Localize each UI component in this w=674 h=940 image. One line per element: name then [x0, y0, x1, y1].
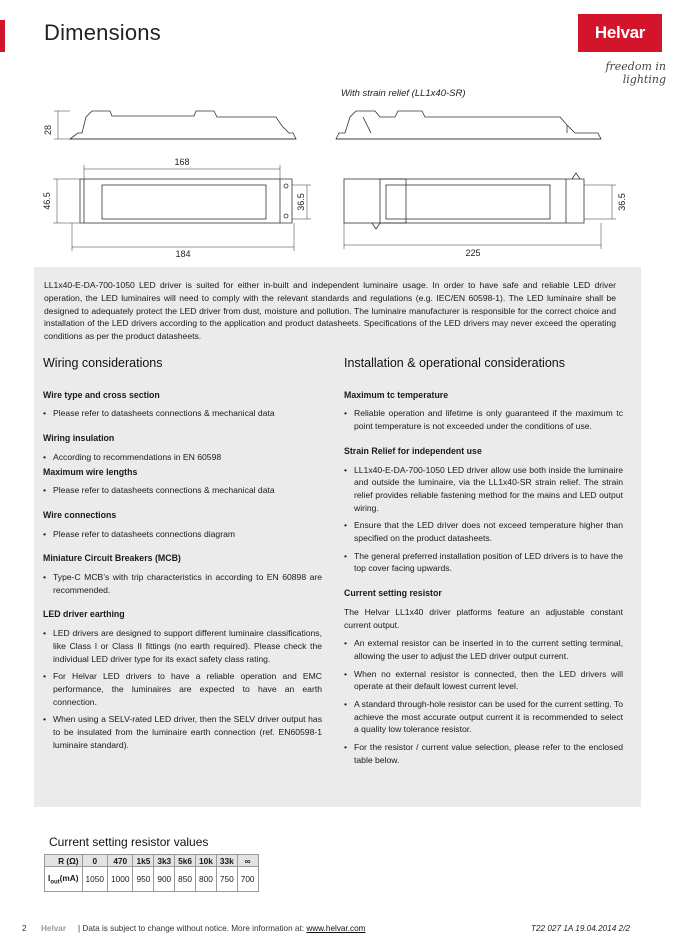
- dim-36-5-sr-label: 36.5: [617, 193, 627, 211]
- driver-top-view: [84, 179, 280, 223]
- table-cell: 1k5: [133, 855, 154, 867]
- table-cell: 33k: [216, 855, 237, 867]
- list-item: • Please refer to datasheets connections diagram: [43, 528, 322, 541]
- table-cell: 900: [154, 867, 175, 892]
- resistor-table: [44, 854, 259, 892]
- wire-type-list: [43, 407, 322, 420]
- footer-note: | Data is subject to change without notice. More information at: www.helvar.com: [78, 924, 366, 933]
- mcb-title: Miniature Circuit Breakers (MCB): [43, 553, 181, 564]
- wire-type-title: Wire type and cross section: [43, 389, 160, 400]
- list-item: • The general preferred installation position of LED drivers is to have the top cover facing upwards.: [344, 550, 623, 575]
- table-row: [45, 867, 259, 892]
- list-item: • Type-C MCB’s with trip characteristics in according to EN 60898 are recommended.: [43, 571, 322, 596]
- driver-top-view-strain-relief: [344, 179, 406, 223]
- table-cell: 5k6: [175, 855, 196, 867]
- accent-bar: [0, 20, 5, 52]
- dim-46-5-label: 46.5: [42, 192, 52, 210]
- max-length-list: [43, 484, 322, 497]
- table-cell: 850: [175, 867, 196, 892]
- list-item: • According to recommendations in EN 60598: [43, 451, 322, 464]
- list-item: • When no external resistor is connected, then the LED drivers will operate at their default lowest current level.: [344, 668, 623, 693]
- earthing-title: LED driver earthing: [43, 609, 125, 620]
- list-item: • When using a SELV-rated LED driver, then the SELV driver output has to be insulated from the luminaire earth connection (ref. EN60598-1 luminaire standard).: [43, 713, 322, 751]
- earthing-list: [43, 627, 322, 751]
- list-item: • Ensure that the LED driver does not exceed temperature higher than specified on the product datasheets.: [344, 519, 623, 544]
- wiring-column: [43, 357, 322, 763]
- dimension-drawings: [0, 95, 674, 265]
- table-cell: 950: [133, 867, 154, 892]
- list-item: • Please refer to datasheets connections & mechanical data: [43, 484, 322, 497]
- list-item: • Reliable operation and lifetime is only guaranteed if the maximum tc point temperature is not exceeded under the conditions of use.: [344, 407, 623, 432]
- strain-relief-caption: With strain relief (LL1x40-SR): [341, 88, 466, 99]
- list-item: • A standard through-hole resistor can be used for the current setting. To achieve the most accurate output current it is recommended to select a quality low tolerance resistor.: [344, 698, 623, 736]
- website-link[interactable]: www.helvar.com: [306, 924, 366, 933]
- list-item: • For the resistor / current value selection, please refer to the enclosed table below.: [344, 741, 623, 766]
- driver-side-view: [70, 111, 296, 139]
- table-cell: 0: [82, 855, 107, 867]
- insulation-list: [43, 451, 322, 464]
- dim-168-label: 168: [174, 157, 190, 167]
- logo-tagline: freedom in lighting: [605, 60, 666, 86]
- table-row: [45, 855, 259, 867]
- intro-paragraph: LL1x40-E-DA-700-1050 LED driver is suited for either in-built and independent luminaire usage. In order to have safe and reliable LED driver operation, the LED luminaires will need to comply with the relevant standards and regulations (e.g. IEC/EN 60598-1). The LED luminaire shall be designed to adequately protect the LED driver from dust, moisture and pollution. The luminaire manufacturer is responsible for the correct choice and installation of the LED drivers according to the application and product datasheets. Specifications of the LED drivers may never exceed the operating conditions as per the product datasheets.: [44, 280, 616, 342]
- driver-side-view-strain-relief: [336, 111, 601, 139]
- list-item: • LED drivers are designed to support different luminaire classifications, like Class I or Class II fittings (no earth required). Please check the individual LED driver type for its exact safety class rating.: [43, 627, 322, 665]
- insulation-title: Wiring insulation: [43, 433, 115, 444]
- mcb-list: [43, 571, 322, 596]
- row-label-current: $I_{out}(mA)$: [45, 867, 83, 892]
- tc-list: [344, 407, 623, 432]
- list-item: • An external resistor can be inserted in to the current setting terminal, allowing the user to adjust the LED driver output current.: [344, 637, 623, 662]
- dim-height-label: 28: [43, 124, 53, 136]
- resistor-list: [344, 637, 623, 766]
- dim-225-label: 225: [465, 248, 481, 258]
- list-item: • LL1x40-E-DA-700-1050 LED driver allow use both inside the luminaire and outside the luminaire, via the LL1x40-SR strain relief. The strain relief provides reliable fastening method for the mains and LED output wiring.: [344, 464, 623, 515]
- document-reference: T22 027 1A 19.04.2014 2/2: [531, 924, 630, 933]
- table-cell: 1050: [82, 867, 107, 892]
- dim-184-label: 184: [175, 249, 191, 259]
- resistor-title: Current setting resistor: [344, 588, 442, 599]
- helvar-logo: Helvar: [578, 14, 662, 52]
- table-cell: ∞: [237, 855, 258, 867]
- table-cell: 10k: [196, 855, 217, 867]
- connections-title: Wire connections: [43, 509, 117, 520]
- max-length-title: Maximum wire lengths: [43, 466, 138, 477]
- page-title: Dimensions: [44, 20, 161, 45]
- table-cell: 1000: [108, 867, 133, 892]
- wiring-heading: Wiring considerations: [43, 356, 163, 370]
- table-cell: 800: [196, 867, 217, 892]
- resistor-table-title: Current setting resistor values: [49, 835, 209, 849]
- list-item: • Please refer to datasheets connections & mechanical data: [43, 407, 322, 420]
- tc-title: Maximum tc temperature: [344, 389, 449, 400]
- table-cell: 470: [108, 855, 133, 867]
- installation-column: [344, 357, 623, 779]
- page-number: 2: [22, 924, 27, 933]
- installation-heading: Installation & operational considerations: [344, 356, 565, 370]
- table-cell: 700: [237, 867, 258, 892]
- dim-36-5-label: 36.5: [296, 193, 306, 211]
- row-label-resistance: R (Ω): [45, 855, 83, 867]
- resistor-text: The Helvar LL1x40 driver platforms feature an adjustable constant current output.: [344, 606, 623, 630]
- table-cell: 750: [216, 867, 237, 892]
- connections-list: [43, 528, 322, 541]
- strain-list: [344, 464, 623, 576]
- strain-title: Strain Relief for independent use: [344, 445, 482, 456]
- table-cell: 3k3: [154, 855, 175, 867]
- list-item: • For Helvar LED drivers to have a reliable operation and EMC performance, the luminaires are expected to have an earth connection.: [43, 670, 322, 708]
- footer-brand: Helvar: [41, 924, 67, 933]
